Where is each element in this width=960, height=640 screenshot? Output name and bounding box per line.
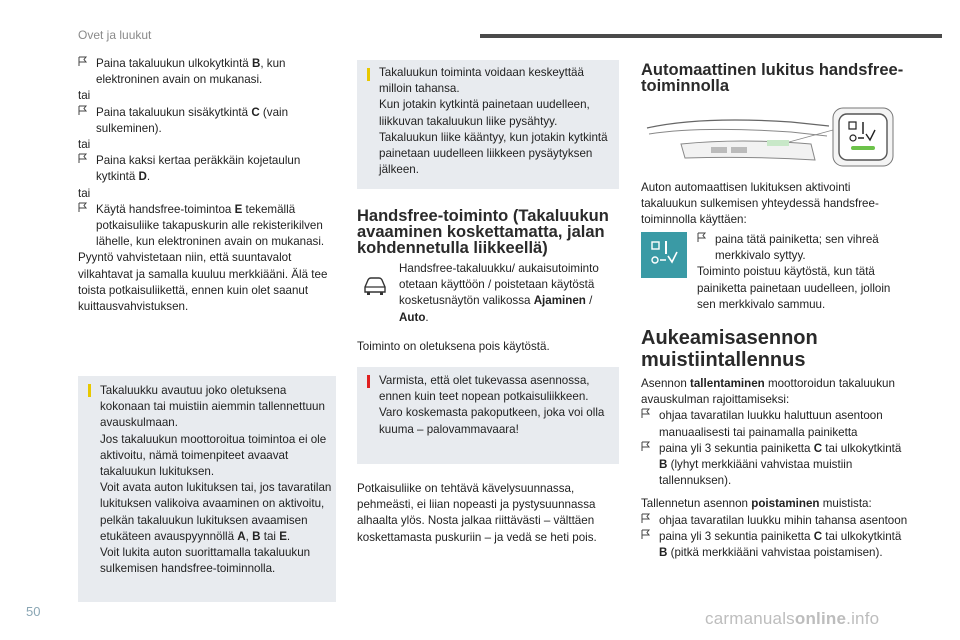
tailgate-lock-icon [641, 232, 687, 278]
flag-icon [697, 232, 711, 248]
step-dashboard-switch [78, 153, 340, 185]
flag-icon [78, 56, 92, 72]
press-instructions [697, 232, 907, 313]
tip-marker [367, 68, 370, 81]
step-text: ohjaa tavaratilan luukku haluttuun asentoon manuaalisesti tai painamalla painiketta [659, 409, 883, 439]
step-save-1 [641, 408, 911, 440]
confirmation-paragraph: Pyyntö vahvistetaan niin, että suuntavalot vilkahtavat ja samalla kuuluu merkkiääni. Älä tee toista potkaisuliikettä, ennen kuin olet saanut kuittausvahvistuksen. [78, 251, 328, 314]
flag-icon [641, 513, 655, 529]
flag-icon [641, 441, 655, 457]
watermark: carmanualsonline.info [705, 609, 880, 628]
tip-marker [88, 384, 91, 397]
deactivate-text: Toiminto poistuu käytöstä, kun tätä painiketta painetaan uudelleen, jolloin sen merkkivalo sammuu. [697, 265, 891, 311]
default-off-text: Toiminto on oletuksena pois käytöstä. [357, 340, 550, 353]
or-label: tai [78, 89, 91, 103]
key-c: C [251, 105, 260, 119]
step-text: paina tätä painiketta; sen vihreä merkkivalo syttyy. [715, 233, 879, 263]
tip-box-interrupt [357, 60, 619, 189]
warning-text: Varmista, että olet tukevassa asennossa, ennen kuin teet nopean potkaisuliikkeen. Varo koskemasta pakoputkeen, joka voi olla kuuma – palovammavaara! [379, 374, 605, 436]
tip-text: Takaluukun liike kääntyy, kun jotakin kytkintä painetaan uudelleen liikkeen pysäytyksen jälkeen. [379, 130, 608, 177]
tip-text: Takaluukun toiminta voidaan keskeyttää milloin tahansa. [379, 66, 584, 96]
key-d: D [138, 170, 147, 184]
step-text: Paina takaluukun ulkokytkintä [96, 57, 252, 70]
flag-icon [78, 202, 92, 218]
step-text: (vain sulkeminen). [96, 105, 289, 135]
step-handsfree [78, 202, 340, 251]
tip-text: Kun jotakin kytkintä painetaan uudelleen, liikkuvan takaluukun liike pysähtyy. [379, 98, 590, 128]
flag-icon [78, 153, 92, 169]
step-text: , kun elektroninen avain on mukanasi. [96, 57, 286, 87]
step-interior-switch [78, 105, 340, 137]
flag-icon [641, 408, 655, 424]
tip-box-opening [78, 376, 336, 602]
step-press-button [697, 232, 907, 264]
step-text: Käytä handsfree-toimintoa [96, 202, 235, 216]
page-number: 50 [26, 604, 41, 619]
heading-auto-lock: Automaattinen lukitus handsfree-toiminnolla [641, 61, 904, 95]
step-delete-2: paina yli 3 sekuntia painiketta C tai ulkokytkintä B (pitkä merkkiääni vahvistaa poistamisen). [641, 529, 911, 561]
warning-marker [367, 375, 370, 388]
car-icon [362, 276, 388, 301]
flag-icon [78, 105, 92, 121]
step-text: Paina kaksi kertaa peräkkäin kojetaulun kytkintä [96, 154, 301, 184]
step-text: ohjaa tavaratilan luukku mihin tahansa asentoon [659, 513, 908, 527]
step-delete-1 [641, 513, 911, 529]
step-exterior-switch [78, 56, 340, 88]
section-title: Ovet ja luukut [78, 28, 152, 42]
key-b: B [251, 57, 261, 70]
car-text: Handsfree-takaluukku/ aukaisutoiminto otetaan käyttöön / poistetaan käytöstä kosketusnäytön valikossa Ajaminen / Auto. [399, 262, 599, 324]
step-text: . [146, 170, 151, 184]
flag-icon [641, 529, 655, 545]
heading-handsfree: Handsfree-toiminto (Takaluukun avaaminen koskettamatta, jalan kohdennetulla liikkeellä) [357, 207, 609, 257]
activation-text: Auton automaattisen lukituksen aktivointi takaluukun sulkemisen yhteydessä handsfree-toiminnolla käyttäen: [641, 181, 879, 227]
warning-box [357, 367, 619, 464]
header-rule [480, 34, 942, 38]
key-e: E [234, 202, 243, 216]
kick-instructions: Potkaisuliike on tehtävä kävelysuunnassa, pehmeästi, ei liian nopeasti ja pystysuunnassa alhaalta ylös. Nosta jalkaa riittävästi – välttäen koskettamasta puskuriin – ja vedä se heti pois. [357, 482, 597, 544]
heading-memory: Aukeamisasennon muistiintallennus [641, 327, 818, 371]
tailgate-illustration [641, 100, 901, 170]
or-label: tai [78, 186, 91, 200]
tip-text: Takaluukku avautuu joko oletuksena kokonaan tai muistiin aiemmin tallennettuun avauskulmaan. [100, 384, 325, 430]
memory-section [641, 376, 911, 561]
step-text: Paina takaluukun sisäkytkintä [96, 105, 252, 119]
or-label: tai [78, 138, 91, 152]
save-intro: Asennon tallentaminen moottoroidun takaluukun avauskulman rajoittamiseksi: [641, 377, 895, 407]
tip-text: Voit avata auton lukituksen tai, jos tavaratilan lukituksen valikoiva avaaminen on aktivoitu, pelkän takaluukun lukituksen avaamisen etukäteen avauspyynnöllä A, B tai E. [100, 481, 332, 543]
step-save-2: paina yli 3 sekuntia painiketta C tai ulkokytkintä B (lyhyt merkkiääni vahvistaa muistiin tallennuksen). [641, 441, 911, 490]
step-text: tekemällä potkaisuliike takapuskurin alle rekisterikilven lähelle, kun elektroninen avain on mukanasi. [96, 202, 325, 249]
tip-text: Voit lukita auton suorittamalla takaluukun sulkemisen handsfree-toiminnolla. [100, 546, 311, 576]
column-1 [78, 56, 340, 315]
delete-intro: Tallennetun asennon poistaminen muistista: [641, 497, 872, 511]
tip-text: Jos takaluukun moottoroitua toimintoa ei ole aktivoitu, nämä toimenpiteet avaavat takaluukun lukituksen. [100, 432, 327, 479]
